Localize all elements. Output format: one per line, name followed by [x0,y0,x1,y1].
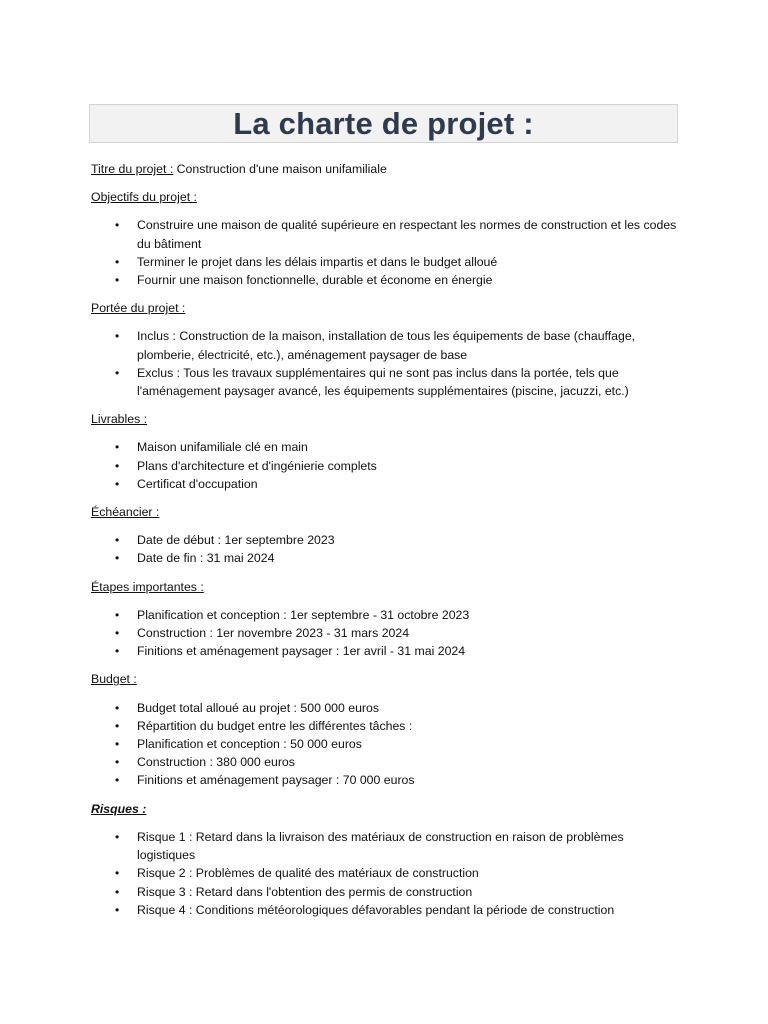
list-item [91,327,681,363]
list-item [91,364,681,400]
list-item-text: Finitions et aménagement paysager : 1er avril - 31 mai 2024 [137,644,466,659]
section-portee [91,299,681,400]
section-livrables [91,410,681,493]
list-echeancier [91,531,681,567]
section-heading-objectifs: Objectifs du projet : [91,190,197,205]
list-item-text: Plans d'architecture et d'ingénierie complets [137,458,377,473]
bullet-icon: • [115,458,120,473]
page-title: La charte de projet : [233,106,534,141]
list-item-text: Budget total alloué au projet : 500 000 euros [137,700,380,715]
list-item [91,828,681,864]
list-item-text: Risque 1 : Retard dans la livraison des matériaux de construction en raison de problèmes logistiques [137,829,624,863]
section-heading-livrables: Livrables : [91,412,148,427]
list-item [91,438,681,456]
bullet-icon: • [115,273,120,288]
list-item-text: Planification et conception : 1er septembre - 31 octobre 2023 [137,607,470,622]
bullet-icon: • [115,254,120,269]
bullet-icon: • [115,644,120,659]
list-objectifs [91,216,681,289]
project-title-value: Construction d'une maison unifamiliale [173,162,387,176]
list-item-text: Date de début : 1er septembre 2023 [137,533,335,548]
list-item [91,531,681,549]
document-body [91,160,681,929]
list-item [91,549,681,567]
list-portee [91,327,681,400]
list-item [91,624,681,642]
bullet-icon: • [115,755,120,770]
bullet-icon: • [115,737,120,752]
bullet-icon: • [115,902,120,917]
list-item [91,753,681,771]
bullet-icon: • [115,365,120,380]
bullet-icon: • [115,440,120,455]
list-item [91,864,681,882]
list-item [91,216,681,252]
list-item-text: Risque 2 : Problèmes de qualité des matériaux de construction [137,866,479,881]
bullet-icon: • [115,329,120,344]
list-item-text: Terminer le projet dans les délais impartis et dans le budget alloué [137,254,498,269]
list-item [91,901,681,919]
section-objectifs [91,188,681,289]
bullet-icon: • [115,607,120,622]
bullet-icon: • [115,884,120,899]
bullet-icon: • [115,700,120,715]
bullet-icon: • [115,829,120,844]
list-budget [91,699,681,790]
list-item [91,735,681,753]
list-item-text: Construction : 1er novembre 2023 - 31 mars 2024 [137,626,410,641]
section-etapes [91,578,681,661]
list-item [91,475,681,493]
bullet-icon: • [115,218,120,233]
list-item [91,771,681,789]
list-item-text: Planification et conception : 50 000 euros [137,737,362,752]
list-item [91,253,681,271]
list-item-text: Fournir une maison fonctionnelle, durable et économe en énergie [137,273,493,288]
list-item-text: Date de fin : 31 mai 2024 [137,551,275,566]
list-item-text: Construction : 380 000 euros [137,755,295,770]
list-item [91,699,681,717]
list-item-text: Maison unifamiliale clé en main [137,440,308,455]
list-item-text: Répartition du budget entre les différentes tâches : [137,718,413,733]
bullet-icon: • [115,718,120,733]
section-heading-risques: Risques : [91,801,147,816]
section-heading-portee: Portée du projet : [91,301,186,316]
title-banner [89,104,678,143]
project-title-line [91,160,681,178]
bullet-icon: • [115,533,120,548]
section-risques [91,800,681,919]
section-echeancier [91,503,681,568]
list-item-text: Exclus : Tous les travaux supplémentaires qui ne sont pas inclus dans la portée, tels que l'aménagement paysager avancé, les équipements supplémentaires (piscine, jacuzzi, etc.) [137,365,629,399]
section-heading-etapes: Étapes importantes : [91,579,204,594]
section-budget [91,670,681,789]
list-item-text: Finitions et aménagement paysager : 70 000 euros [137,773,415,788]
bullet-icon: • [115,551,120,566]
list-livrables [91,438,681,493]
project-title-label: Titre du projet : [91,162,174,176]
list-item-text: Inclus : Construction de la maison, installation de tous les équipements de base (chauffage, plomberie, électricité, etc.), aménagement paysager de base [137,329,636,362]
list-item-text: Risque 3 : Retard dans l'obtention des permis de construction [137,884,473,899]
bullet-icon: • [115,866,120,881]
section-heading-echeancier: Échéancier : [91,505,160,520]
bullet-icon: • [115,476,120,491]
bullet-icon: • [115,626,120,641]
section-heading-budget: Budget : [91,672,137,687]
list-etapes [91,606,681,661]
bullet-icon: • [115,773,120,788]
list-item [91,606,681,624]
list-item [91,642,681,660]
list-item [91,717,681,735]
list-item [91,457,681,475]
list-item-text: Certificat d'occupation [137,476,258,491]
list-risques [91,828,681,919]
list-item [91,271,681,289]
list-item-text: Risque 4 : Conditions météorologiques défavorables pendant la période de construction [137,902,615,917]
list-item-text: Construire une maison de qualité supérieure en respectant les normes de construction et les codes du bâtiment [137,218,677,251]
list-item [91,883,681,901]
